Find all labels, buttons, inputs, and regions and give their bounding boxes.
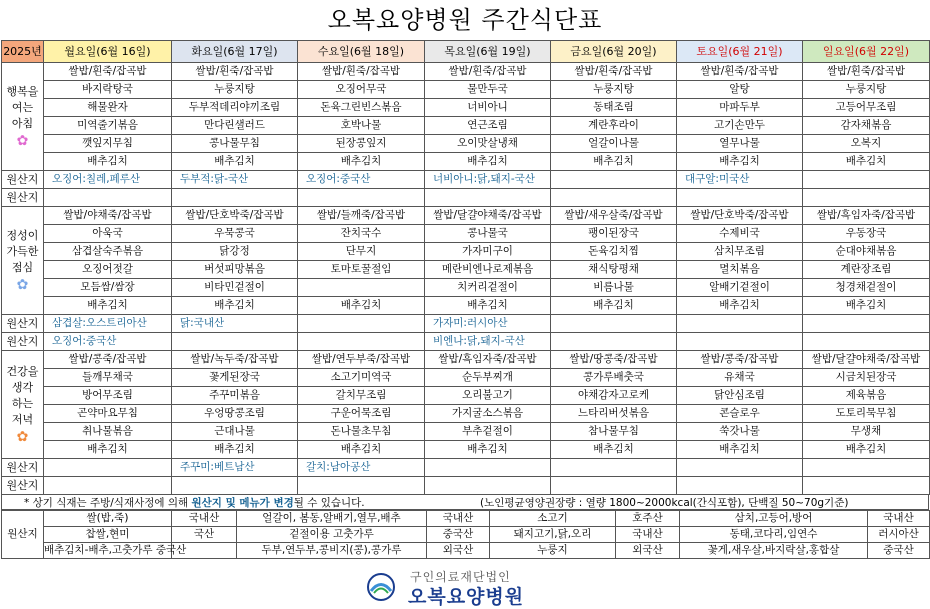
origin-table-cell: 누룽지 (490, 543, 616, 559)
origin-note: 삼겹살:오스트리아산 (44, 315, 172, 333)
menu-item: 동태조림 (551, 99, 677, 117)
menu-item: 들깨무채국 (44, 369, 172, 387)
day-header: 일요일(6월 22일) (803, 41, 930, 63)
menu-item: 쌀밥/새우살죽/잡곡밥 (551, 207, 677, 225)
menu-row (2, 81, 930, 99)
notice-suffix: 될 수 있습니다. (293, 497, 365, 509)
menu-item: 삼치무조림 (677, 243, 803, 261)
origin-note (677, 189, 803, 207)
day-header: 토요일(6월 21일) (677, 41, 803, 63)
origin-row (2, 315, 930, 333)
menu-row (2, 207, 930, 225)
origin-table-cell: 소고기 (490, 511, 616, 527)
menu-item: 오이맛살냉채 (425, 135, 551, 153)
day-header-row (2, 41, 930, 63)
menu-row (2, 351, 930, 369)
menu-row (2, 405, 930, 423)
meal-label-line: 생각 (11, 380, 34, 394)
menu-item: 쌀밥/흰죽/잡곡밥 (425, 63, 551, 81)
menu-row (2, 225, 930, 243)
meal-label-line: 건강을 (6, 364, 39, 378)
menu-item: 토마토꿀절임 (298, 261, 425, 279)
origin-note (298, 477, 425, 495)
menu-item: 곤약마요무침 (44, 405, 172, 423)
menu-item: 해물완자 (44, 99, 172, 117)
menu-item: 알탕 (677, 81, 803, 99)
menu-item: 배추김치 (298, 441, 425, 459)
menu-item: 쌀밥/콩죽/잡곡밥 (677, 351, 803, 369)
origin-table-cell: 쌀(밥,죽) (44, 511, 172, 527)
menu-item: 고등어무조림 (803, 99, 930, 117)
menu-item: 배추김치 (425, 297, 551, 315)
menu-item: 배추김치 (551, 297, 677, 315)
menu-item: 쌀밥/단호박죽/잡곡밥 (677, 207, 803, 225)
notes-bar (1, 494, 929, 510)
origin-note (44, 459, 172, 477)
origin-note: 갈치:남아공산 (298, 459, 425, 477)
meal-label-line: 정성이 (6, 228, 39, 242)
origin-row (2, 171, 930, 189)
menu-row (2, 369, 930, 387)
menu-item: 배추김치 (803, 441, 930, 459)
menu-row (2, 261, 930, 279)
menu-row (2, 297, 930, 315)
menu-item: 쌀밥/흰죽/잡곡밥 (298, 63, 425, 81)
menu-item: 소고기미역국 (298, 369, 425, 387)
menu-item: 참나물무침 (551, 423, 677, 441)
menu-item (298, 279, 425, 297)
menu-item: 우엉땅콩조림 (172, 405, 298, 423)
menu-item: 제육볶음 (803, 387, 930, 405)
origin-note (803, 171, 930, 189)
menu-item: 연근조림 (425, 117, 551, 135)
menu-item: 비름나물 (551, 279, 677, 297)
menu-item: 누룽지탕 (172, 81, 298, 99)
origin-note: 주꾸미:베트남산 (172, 459, 298, 477)
origin-table-cell: 호주산 (616, 511, 680, 527)
menu-item: 쌀밥/흑임자죽/잡곡밥 (425, 351, 551, 369)
menu-item: 쌀밥/땅콩죽/잡곡밥 (551, 351, 677, 369)
menu-item: 배추김치 (677, 153, 803, 171)
notice-prefix: * 상기 식재는 주방/식재사정에 의해 (24, 497, 192, 509)
origin-table-cell: 겉절이용 고춧가루 (237, 527, 427, 543)
origin-note (44, 189, 172, 207)
origin-row (2, 459, 930, 477)
menu-item: 느타리버섯볶음 (551, 405, 677, 423)
menu-row (2, 387, 930, 405)
origin-table-cell: 국산 (172, 527, 237, 543)
menu-item: 꽃게된장국 (172, 369, 298, 387)
menu-item: 치커리겉절이 (425, 279, 551, 297)
origin-note (551, 189, 677, 207)
origin-label: 원산지 (2, 189, 44, 207)
menu-item: 누룽지탕 (803, 81, 930, 99)
menu-item: 멸치볶음 (677, 261, 803, 279)
origin-table-cell: 동태,코다리,임연수 (680, 527, 868, 543)
menu-item: 감자채볶음 (803, 117, 930, 135)
origin-table-cell: 돼지고기,닭,오리 (490, 527, 616, 543)
menu-item: 쌀밥/달걀야채죽/잡곡밥 (803, 351, 930, 369)
origin-label: 원산지 (2, 459, 44, 477)
origin-row (2, 189, 930, 207)
origin-note (172, 333, 298, 351)
menu-item: 쌀밥/연두부죽/잡곡밥 (298, 351, 425, 369)
menu-item: 호박나물 (298, 117, 425, 135)
menu-item: 콩가루배춧국 (551, 369, 677, 387)
menu-item: 배추김치 (44, 441, 172, 459)
origin-note (425, 459, 551, 477)
menu-item: 누룽지탕 (551, 81, 677, 99)
foundation-name: 구인의료재단법인 (410, 570, 511, 584)
menu-item: 배추김치 (551, 153, 677, 171)
year-cell: 2025년 (2, 41, 44, 63)
menu-item: 콩나물국 (425, 225, 551, 243)
hospital-footer (356, 566, 576, 606)
origin-table-cell: 외국산 (616, 543, 680, 559)
origin-table-cell: 찹쌀,현미 (44, 527, 172, 543)
menu-item: 부추겉절이 (425, 423, 551, 441)
menu-item: 메란비엔나로제볶음 (425, 261, 551, 279)
menu-item: 돈육김치찜 (551, 243, 677, 261)
origin-note (551, 171, 677, 189)
menu-item: 바지락탕국 (44, 81, 172, 99)
menu-item: 배추김치 (803, 153, 930, 171)
menu-item: 돈육그린빈스볶음 (298, 99, 425, 117)
menu-item: 채식탕평채 (551, 261, 677, 279)
origin-note (44, 477, 172, 495)
origin-table-cell: 삼치,고등어,방어 (680, 511, 868, 527)
meal-label (2, 207, 44, 315)
origin-note (551, 459, 677, 477)
meal-label (2, 351, 44, 459)
origin-note (677, 333, 803, 351)
day-header: 목요일(6월 19일) (425, 41, 551, 63)
origin-note (803, 459, 930, 477)
origin-note (425, 189, 551, 207)
menu-item: 오징어무국 (298, 81, 425, 99)
origin-note (677, 477, 803, 495)
origin-note (677, 459, 803, 477)
origin-label: 원산지 (2, 315, 44, 333)
menu-item: 오징어젓갈 (44, 261, 172, 279)
meal-label-line: 행복을 (6, 84, 39, 98)
menu-item: 배추김치 (803, 297, 930, 315)
change-notice (24, 495, 365, 511)
menu-item: 구운어묵조림 (298, 405, 425, 423)
menu-item: 배추김치 (425, 441, 551, 459)
menu-item: 배추김치 (172, 153, 298, 171)
menu-item: 갈치무조림 (298, 387, 425, 405)
origin-table-cell: 얼갈이, 봄동,알배기,열무,배추 (237, 511, 427, 527)
menu-item: 무생채 (803, 423, 930, 441)
menu-item: 배추김치 (44, 297, 172, 315)
menu-item: 모듬쌈/쌈장 (44, 279, 172, 297)
menu-item: 너비아니 (425, 99, 551, 117)
menu-item: 우묵콩국 (172, 225, 298, 243)
menu-item: 쑥갓나물 (677, 423, 803, 441)
menu-row (2, 243, 930, 261)
menu-row (2, 63, 930, 81)
menu-item: 취나물볶음 (44, 423, 172, 441)
origin-note (425, 477, 551, 495)
menu-item: 배추김치 (551, 441, 677, 459)
origin-table-cell: 국내산 (427, 511, 490, 527)
origin-note (172, 189, 298, 207)
origin-note (551, 315, 677, 333)
origin-note (803, 477, 930, 495)
meal-label-line: 저녁 (11, 412, 34, 426)
origin-table-cell: 중국산 (427, 527, 490, 543)
hospital-logo-icon (366, 572, 396, 602)
menu-item: 쌀밥/흰죽/잡곡밥 (803, 63, 930, 81)
menu-item: 열무나물 (677, 135, 803, 153)
menu-row (2, 117, 930, 135)
origin-note (298, 333, 425, 351)
origin-note: 너비아니:닭,돼지-국산 (425, 171, 551, 189)
menu-row (2, 441, 930, 459)
origin-row (2, 333, 930, 351)
origin-note: 가자미:러시아산 (425, 315, 551, 333)
meal-label-line: 점심 (11, 260, 34, 274)
origin-note: 비엔나:닭,돼지-국산 (425, 333, 551, 351)
menu-row (2, 423, 930, 441)
origin-label: 원산지 (2, 333, 44, 351)
origin-table-cell: 배추김치-배추,고춧가루 중국산 (44, 543, 172, 559)
menu-item: 잔치국수 (298, 225, 425, 243)
origin-note (298, 189, 425, 207)
meal-label-line: 하는 (11, 396, 34, 410)
origin-table-cell: 러시아산 (868, 527, 930, 543)
menu-item: 배추김치 (172, 297, 298, 315)
menu-item: 쌀밥/녹두죽/잡곡밥 (172, 351, 298, 369)
menu-row (2, 279, 930, 297)
origin-note (677, 315, 803, 333)
menu-item: 콩나물무침 (172, 135, 298, 153)
menu-item: 된장콩잎지 (298, 135, 425, 153)
origin-note (803, 315, 930, 333)
origin-table-cell: 국내산 (172, 511, 237, 527)
origin-table-label: 원산지 (2, 511, 44, 559)
flower-icon: ✿ (16, 276, 29, 293)
menu-row (2, 99, 930, 117)
menu-item: 가지굴소스볶음 (425, 405, 551, 423)
menu-item: 고기손만두 (677, 117, 803, 135)
origin-label: 원산지 (2, 477, 44, 495)
origin-note (551, 477, 677, 495)
origin-table-cell: 국내산 (868, 511, 930, 527)
origin-note: 두부적:닭-국산 (172, 171, 298, 189)
menu-item: 아욱국 (44, 225, 172, 243)
menu-item: 만다린샐러드 (172, 117, 298, 135)
menu-item: 쌀밥/단호박죽/잡곡밥 (172, 207, 298, 225)
menu-item: 배추김치 (425, 153, 551, 171)
menu-item: 주꾸미볶음 (172, 387, 298, 405)
weekly-menu-table (1, 40, 930, 495)
menu-item: 배추김치 (298, 297, 425, 315)
origin-note (551, 333, 677, 351)
menu-item: 도토리묵무침 (803, 405, 930, 423)
menu-item: 오복지 (803, 135, 930, 153)
menu-item: 배추김치 (44, 153, 172, 171)
menu-item: 배추김치 (298, 153, 425, 171)
menu-item: 쌀밥/들깨죽/잡곡밥 (298, 207, 425, 225)
meal-label-line: 여는 (11, 100, 34, 114)
menu-item: 우동장국 (803, 225, 930, 243)
menu-item: 청경채겉절이 (803, 279, 930, 297)
menu-item: 오리불고기 (425, 387, 551, 405)
menu-item: 배추김치 (172, 441, 298, 459)
menu-item: 계란장조림 (803, 261, 930, 279)
menu-item: 돈나물초무침 (298, 423, 425, 441)
day-header: 월요일(6월 16일) (44, 41, 172, 63)
menu-item: 버섯피망볶음 (172, 261, 298, 279)
nutrition-notice: (노인평균영양권장량 : 열량 1800~2000kcal(간식포함), 단백질 50~70g기준) (480, 497, 849, 509)
menu-item: 가자미구이 (425, 243, 551, 261)
menu-item: 수제비국 (677, 225, 803, 243)
notice-highlight: 원산지 및 메뉴가 변경 (191, 497, 294, 509)
origin-note: 오징어:칠레,페루산 (44, 171, 172, 189)
page-title: 오복요양병원 주간식단표 (327, 6, 603, 34)
hospital-name: 오복요양병원 (408, 586, 525, 608)
origin-note: 오징어:중국산 (298, 171, 425, 189)
origin-table-cell: 외국산 (427, 543, 490, 559)
menu-item: 유채국 (677, 369, 803, 387)
menu-item: 쌀밥/흰죽/잡곡밥 (172, 63, 298, 81)
menu-item: 쌀밥/흰죽/잡곡밥 (44, 63, 172, 81)
origin-note (172, 477, 298, 495)
menu-item: 순대야채볶음 (803, 243, 930, 261)
origin-table-row (2, 543, 930, 559)
origin-table-cell: 두부,연두부,콩비지(콩),콩가루 (237, 543, 427, 559)
menu-item: 쌀밥/흑임자죽/잡곡밥 (803, 207, 930, 225)
menu-item: 쌀밥/달걀야채죽/잡곡밥 (425, 207, 551, 225)
origin-note: 대구알:미국산 (677, 171, 803, 189)
meal-label-line: 아침 (11, 116, 34, 130)
origin-note (803, 333, 930, 351)
menu-item: 콘슬로우 (677, 405, 803, 423)
menu-item: 두부적데리야끼조림 (172, 99, 298, 117)
flower-icon: ✿ (16, 428, 29, 445)
menu-item: 미역줄기볶음 (44, 117, 172, 135)
meal-label-line: 가득한 (6, 244, 39, 258)
menu-item: 쌀밥/흰죽/잡곡밥 (677, 63, 803, 81)
menu-item: 시금치된장국 (803, 369, 930, 387)
menu-item: 쌀밥/야채죽/잡곡밥 (44, 207, 172, 225)
menu-item: 배추김치 (677, 441, 803, 459)
origin-note (298, 315, 425, 333)
menu-item: 쌀밥/흰죽/잡곡밥 (551, 63, 677, 81)
origin-note (803, 189, 930, 207)
menu-item: 계란후라이 (551, 117, 677, 135)
origin-table-row (2, 527, 930, 543)
menu-item: 알배기겉절이 (677, 279, 803, 297)
menu-item: 순두부찌개 (425, 369, 551, 387)
origin-label: 원산지 (2, 171, 44, 189)
menu-item: 야채감자고로케 (551, 387, 677, 405)
origin-table (1, 510, 930, 559)
menu-item: 물만두국 (425, 81, 551, 99)
menu-item: 방어무조림 (44, 387, 172, 405)
origin-row (2, 477, 930, 495)
menu-row (2, 135, 930, 153)
menu-item: 근대나물 (172, 423, 298, 441)
menu-item: 단무지 (298, 243, 425, 261)
origin-table-row (2, 511, 930, 527)
origin-table-cell: 꽃게,새우살,바지락살,홍합살 (680, 543, 868, 559)
menu-item: 닭강정 (172, 243, 298, 261)
origin-note: 오징어:중국산 (44, 333, 172, 351)
menu-item: 삼겹살숙주볶음 (44, 243, 172, 261)
menu-item: 팽이된장국 (551, 225, 677, 243)
origin-table-cell: 국내산 (616, 527, 680, 543)
menu-item: 마파두부 (677, 99, 803, 117)
origin-table-cell: 중국산 (868, 543, 930, 559)
menu-item: 배추김치 (677, 297, 803, 315)
day-header: 금요일(6월 20일) (551, 41, 677, 63)
day-header: 화요일(6월 17일) (172, 41, 298, 63)
flower-icon: ✿ (16, 132, 29, 149)
meal-label (2, 63, 44, 171)
menu-item: 닭안심조림 (677, 387, 803, 405)
menu-item: 얼갈이나물 (551, 135, 677, 153)
day-header: 수요일(6월 18일) (298, 41, 425, 63)
menu-row (2, 153, 930, 171)
menu-item: 깻잎지무침 (44, 135, 172, 153)
menu-item: 쌀밥/콩죽/잡곡밥 (44, 351, 172, 369)
origin-note: 닭:국내산 (172, 315, 298, 333)
menu-item: 비타민겉절이 (172, 279, 298, 297)
